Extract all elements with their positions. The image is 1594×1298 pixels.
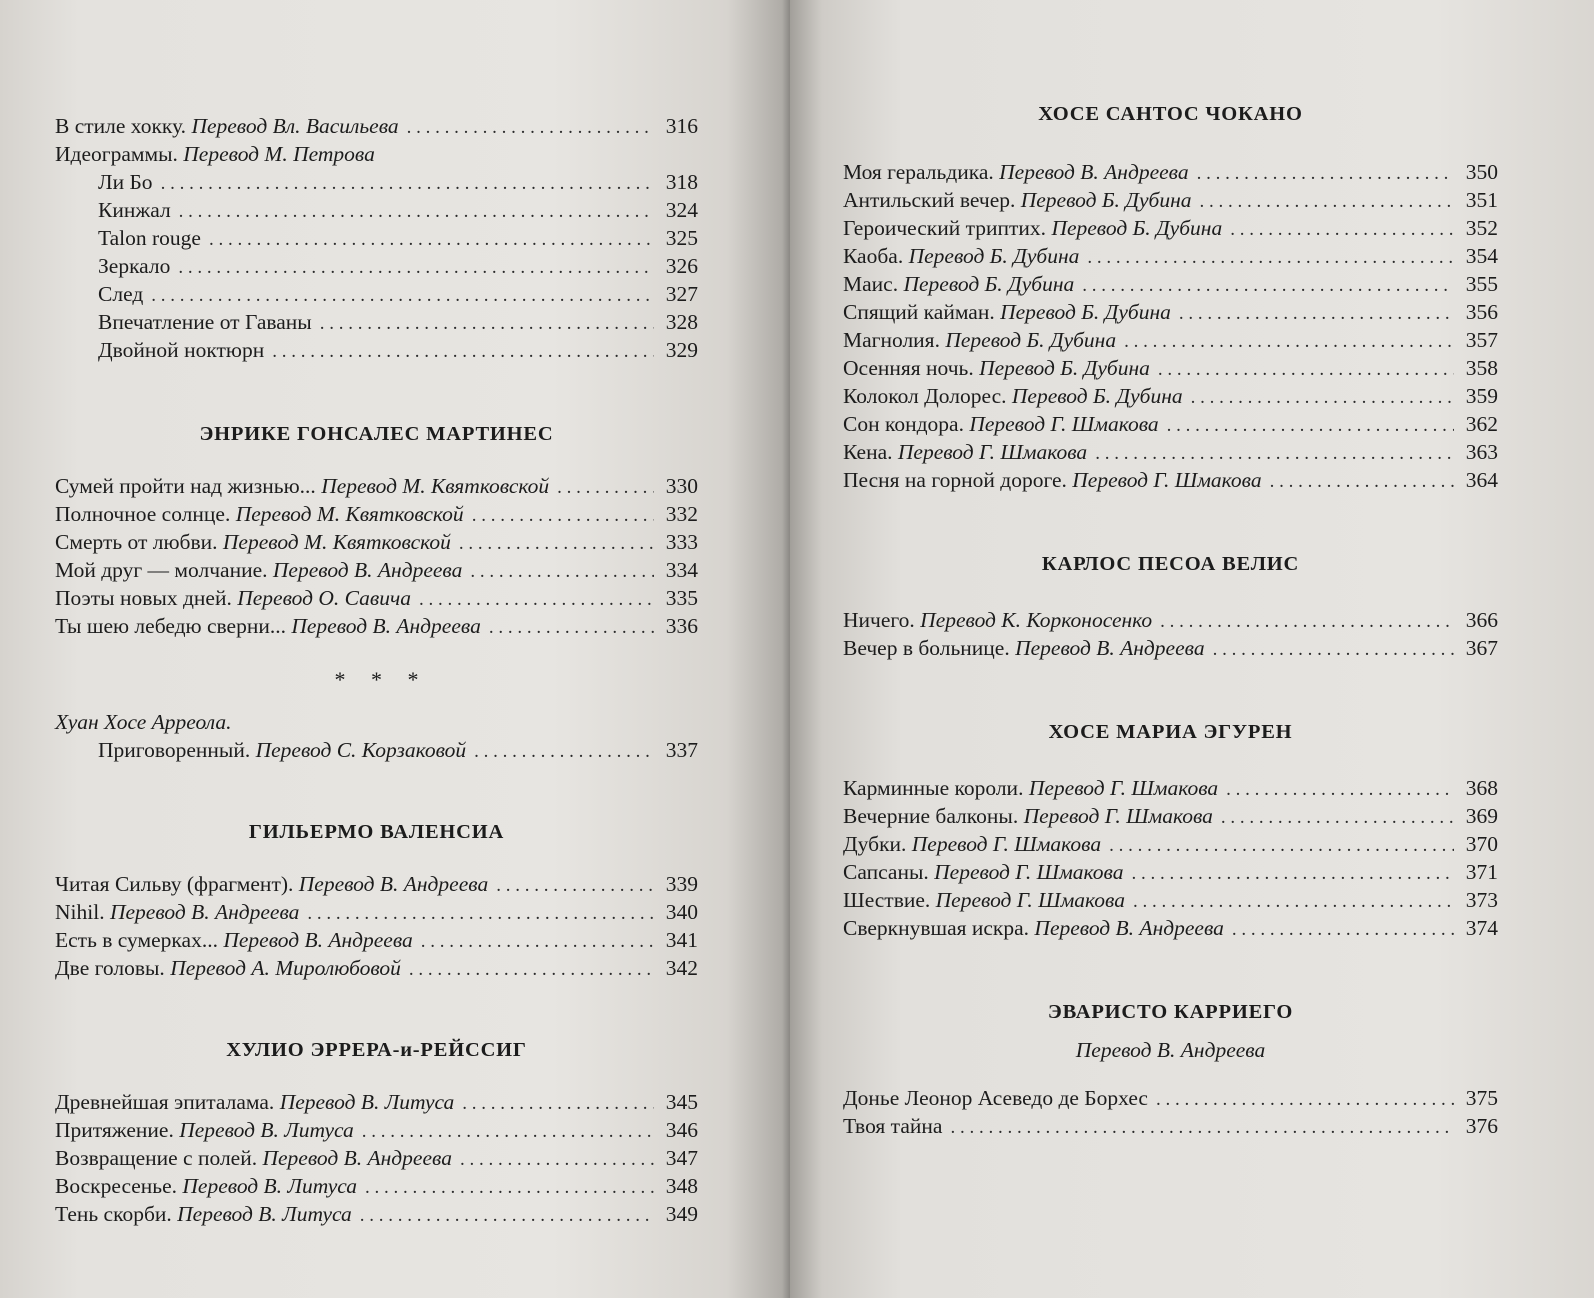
entry-page: 334: [665, 558, 698, 582]
author-heading: ХУЛИО ЭРРЕРА-и-РЕЙССИГ: [226, 1039, 527, 1061]
entry-translator: Перевод Б. Дубина: [1020, 188, 1192, 212]
entry-page: 371: [1465, 860, 1498, 884]
toc-entry: [55, 1200, 698, 1228]
dot-leader: [470, 558, 654, 586]
entry-translator: Перевод В. Андреева: [1015, 636, 1205, 660]
entry-title: Вечерние балконы.: [843, 804, 1019, 828]
entry-page: 376: [1465, 1114, 1498, 1138]
entry-title: Притяжение.: [55, 1118, 174, 1142]
author-name: Хуан Хосе Арреола.: [55, 710, 232, 734]
entry-page: 345: [665, 1090, 698, 1114]
dot-leader: [409, 956, 654, 984]
entry-translator: Перевод Г. Шмакова: [934, 860, 1124, 884]
entry-page: 366: [1465, 608, 1498, 632]
entry-page: 328: [665, 310, 698, 334]
entry-title: Двойной ноктюрн: [98, 338, 265, 362]
entry-title: Кинжал: [98, 198, 171, 222]
entry-page: 335: [665, 586, 698, 610]
dot-leader: [407, 114, 654, 142]
entry-title: Сумей пройти над жизнью...: [55, 474, 316, 498]
entry-translator: Перевод Г. Шмакова: [897, 440, 1088, 464]
dot-leader: [419, 586, 654, 614]
entry-title: Маис.: [843, 272, 899, 296]
entry-title: Идеограммы.: [55, 142, 178, 166]
right-toc-column: [843, 100, 1498, 1140]
entry-translator: Перевод В. Андреева: [1034, 916, 1224, 940]
entry-page: 332: [665, 502, 698, 526]
author-heading: ЭВАРИСТО КАРРИЕГО: [1047, 1001, 1294, 1023]
entry-translator: Перевод Б. Дубина: [1051, 216, 1223, 240]
entry-title: Моя геральдика.: [843, 160, 994, 184]
entry-title: Зеркало: [98, 254, 171, 278]
entry-title: Приговоренный.: [98, 738, 251, 762]
dot-leader: [474, 738, 654, 766]
dot-leader: [459, 530, 654, 558]
entry-page: 359: [1465, 384, 1498, 408]
dot-leader: [1124, 328, 1454, 356]
toc-entry: [843, 242, 1498, 270]
entry-page: 337: [665, 738, 698, 762]
toc-entry: [843, 830, 1498, 858]
toc-subentry: [55, 308, 698, 336]
dot-leader: [460, 1146, 654, 1174]
entry-title: Донье Леонор Асеведо де Борхес: [843, 1086, 1148, 1110]
dot-leader: [1087, 244, 1454, 272]
entry-title: Героический триптих.: [843, 216, 1047, 240]
entry-translator: Перевод В. Литуса: [279, 1090, 455, 1114]
dot-leader: [1133, 888, 1454, 916]
entry-page: 367: [1465, 636, 1498, 660]
entry-page: 354: [1465, 244, 1498, 268]
dot-leader: [307, 900, 654, 928]
right-page: [790, 0, 1594, 1298]
entry-title: Дубки.: [843, 832, 907, 856]
toc-entry: [843, 914, 1498, 942]
entry-title: Смерть от любви.: [55, 530, 218, 554]
dot-leader: [178, 254, 654, 282]
entry-page: 355: [1465, 272, 1498, 296]
toc-entry: [843, 270, 1498, 298]
dot-leader: [272, 338, 654, 366]
entry-title: Кена.: [843, 440, 893, 464]
entry-title: Шествие.: [843, 888, 931, 912]
entry-page: 374: [1465, 916, 1498, 940]
dot-leader: [462, 1090, 654, 1118]
toc-entry: [843, 382, 1498, 410]
entry-page: 341: [665, 928, 698, 952]
entry-translator: Перевод В. Андреева: [109, 900, 300, 924]
toc-subentry: [55, 168, 698, 196]
entry-translator: Перевод Б. Дубина: [1000, 300, 1171, 324]
entry-translator: Перевод В. Андреева: [272, 558, 463, 582]
dot-leader: [1270, 468, 1454, 496]
toc-entry: [55, 472, 698, 500]
toc-entry: [55, 954, 698, 982]
dot-leader: [179, 198, 654, 226]
toc-entry: [843, 774, 1498, 802]
dot-leader: [1160, 608, 1454, 636]
dot-leader: [1197, 160, 1454, 188]
entry-page: 362: [1465, 412, 1498, 436]
toc-subentry: [55, 252, 698, 280]
entry-page: 326: [665, 254, 698, 278]
entry-page: 336: [665, 614, 698, 638]
entry-page: 356: [1465, 300, 1498, 324]
dot-leader: [161, 170, 654, 198]
entry-title: Древнейшая эпиталама.: [55, 1090, 275, 1114]
author-heading: ЭНРИКЕ ГОНСАЛЕС МАРТИНЕС: [199, 423, 554, 445]
entry-title: Две головы.: [55, 956, 165, 980]
left-toc-column: [55, 112, 698, 1228]
entry-title: Nihil.: [55, 900, 105, 924]
toc-entry: [843, 886, 1498, 914]
entry-page: 316: [665, 114, 698, 138]
entry-translator: Перевод В. Андреева: [291, 614, 481, 638]
toc-entry: [843, 858, 1498, 886]
author-heading: ХОСЕ МАРИА ЭГУРЕН: [1048, 721, 1293, 743]
dot-leader: [496, 872, 654, 900]
dot-leader: [1095, 440, 1454, 468]
entry-page: 370: [1465, 832, 1498, 856]
entry-translator: Перевод В. Литуса: [179, 1118, 354, 1142]
entry-page: 329: [665, 338, 698, 362]
entry-title: Сапсаны.: [843, 860, 929, 884]
toc-entry: [843, 326, 1498, 354]
toc-entry: [843, 410, 1498, 438]
entry-translator: Перевод Г. Шмакова: [911, 832, 1102, 856]
entry-translator: Перевод Б. Дубина: [908, 244, 1080, 268]
toc-entry: [843, 466, 1498, 494]
entry-page: 342: [665, 956, 698, 980]
entry-translator: Перевод Вл. Васильева: [191, 114, 399, 138]
entry-title: Сон кондора.: [843, 412, 964, 436]
toc-entry: [55, 612, 698, 640]
entry-translator: Перевод М. Петрова: [183, 142, 375, 166]
entry-title: Talon rouge: [98, 226, 201, 250]
entry-title: Колокол Долорес.: [843, 384, 1007, 408]
entry-title: Осенняя ночь.: [843, 356, 974, 380]
entry-page: 346: [665, 1118, 698, 1142]
entry-page: 351: [1465, 188, 1498, 212]
toc-entry: [55, 140, 698, 168]
entry-title: Воскресенье.: [55, 1174, 178, 1198]
dot-leader: [1167, 412, 1454, 440]
entry-translator: Перевод Б. Дубина: [1011, 384, 1183, 408]
entry-page: 358: [1465, 356, 1498, 380]
entry-translator: Перевод В. Андреева: [999, 160, 1189, 184]
toc-entry: [55, 1144, 698, 1172]
entry-translator: Перевод Г. Шмакова: [935, 888, 1125, 912]
dot-leader: [362, 1118, 654, 1146]
toc-entry: [55, 1172, 698, 1200]
dot-leader: [1191, 384, 1454, 412]
entry-title: Ничего.: [843, 608, 915, 632]
entry-page: 349: [665, 1202, 698, 1226]
toc-entry: [843, 802, 1498, 830]
entry-translator: Перевод Г. Шмакова: [969, 412, 1159, 436]
entry-title: Есть в сумерках...: [55, 928, 218, 952]
dot-leader: [421, 928, 654, 956]
entry-title: Сверкнувшая искра.: [843, 916, 1030, 940]
dot-leader: [1158, 356, 1454, 384]
toc-entry: [55, 1116, 698, 1144]
entry-translator: Перевод В. Литуса: [177, 1202, 352, 1226]
entry-title: Спящий кайман.: [843, 300, 995, 324]
dot-leader: [489, 614, 654, 642]
dot-leader: [950, 1114, 1454, 1142]
author-heading: ГИЛЬЕРМО ВАЛЕНСИА: [248, 821, 505, 843]
toc-entry: [843, 354, 1498, 382]
entry-page: 318: [665, 170, 698, 194]
entry-title: Поэты новых дней.: [55, 586, 232, 610]
entry-page: 350: [1465, 160, 1498, 184]
dot-leader: [1232, 916, 1454, 944]
author-heading: ХОСЕ САНТОС ЧОКАНО: [1038, 103, 1303, 125]
toc-entry: [843, 438, 1498, 466]
entry-title: Мой друг — молчание.: [55, 558, 268, 582]
toc-entry: [55, 556, 698, 584]
entry-translator: Перевод Г. Шмакова: [1072, 468, 1262, 492]
entry-translator: Перевод О. Савича: [237, 586, 411, 610]
entry-translator: Перевод Б. Дубина: [945, 328, 1117, 352]
entry-page: 363: [1465, 440, 1498, 464]
entry-translator: Перевод К. Корконосенко: [920, 608, 1153, 632]
dot-leader: [365, 1174, 654, 1202]
section-separator: * * *: [334, 667, 429, 692]
entry-translator: Перевод В. Андреева: [223, 928, 413, 952]
entry-title: Антильский вечер.: [843, 188, 1016, 212]
toc-entry: [843, 606, 1498, 634]
toc-entry: [55, 1088, 698, 1116]
dot-leader: [1200, 188, 1455, 216]
entry-page: 347: [665, 1146, 698, 1170]
entry-translator: Перевод В. Андреева: [262, 1146, 452, 1170]
entry-title: Карминные короли.: [843, 776, 1024, 800]
entry-page: 327: [665, 282, 698, 306]
entry-page: 368: [1465, 776, 1498, 800]
toc-subentry: [55, 336, 698, 364]
dot-leader: [320, 310, 654, 338]
toc-entry: [843, 298, 1498, 326]
entry-page: 348: [665, 1174, 698, 1198]
toc-entry: [843, 214, 1498, 242]
dot-leader: [1131, 860, 1454, 888]
toc-subentry: [55, 280, 698, 308]
dot-leader: [209, 226, 654, 254]
dot-leader: [1213, 636, 1454, 664]
entry-translator: Перевод М. Квятковской: [222, 530, 451, 554]
dot-leader: [1109, 832, 1454, 860]
entry-title: Полночное солнце.: [55, 502, 231, 526]
dot-leader: [472, 502, 654, 530]
entry-title: Каоба.: [843, 244, 904, 268]
entry-title: След: [98, 282, 144, 306]
entry-translator: Перевод Г. Шмакова: [1028, 776, 1219, 800]
dot-leader: [151, 282, 654, 310]
entry-title: Впечатление от Гаваны: [98, 310, 312, 334]
entry-title: Твоя тайна: [843, 1114, 943, 1138]
toc-entry: [843, 1084, 1498, 1112]
section-translator: Перевод В. Андреева: [1075, 1038, 1266, 1062]
entry-page: 352: [1465, 216, 1498, 240]
toc-subentry: [55, 736, 698, 764]
entry-translator: Перевод С. Корзаковой: [255, 738, 467, 762]
toc-entry: [55, 898, 698, 926]
toc-entry: [843, 158, 1498, 186]
dot-leader: [1226, 776, 1454, 804]
entry-page: 373: [1465, 888, 1498, 912]
entry-page: 324: [665, 198, 698, 222]
entry-page: 333: [665, 530, 698, 554]
toc-entry: [55, 528, 698, 556]
dot-leader: [557, 474, 654, 502]
entry-page: 330: [665, 474, 698, 498]
entry-translator: Перевод В. Андреева: [298, 872, 489, 896]
entry-translator: Перевод А. Миролюбовой: [170, 956, 401, 980]
entry-title: Песня на горной дороге.: [843, 468, 1067, 492]
entry-page: 340: [665, 900, 698, 924]
author-heading: КАРЛОС ПЕСОА ВЕЛИС: [1041, 553, 1300, 575]
toc-entry: [843, 1112, 1498, 1140]
entry-title: Ли Бо: [98, 170, 153, 194]
entry-title: В стиле хокку.: [55, 114, 187, 138]
entry-translator: Перевод Б. Дубина: [903, 272, 1075, 296]
entry-page: 375: [1465, 1086, 1498, 1110]
toc-entry: [843, 634, 1498, 662]
entry-translator: Перевод Г. Шмакова: [1023, 804, 1213, 828]
entry-translator: Перевод М. Квятковской: [235, 502, 464, 526]
left-page: [0, 0, 790, 1298]
toc-entry: [55, 112, 698, 140]
entry-page: 357: [1465, 328, 1498, 352]
entry-translator: Перевод Б. Дубина: [979, 356, 1150, 380]
entry-page: 364: [1465, 468, 1498, 492]
entry-translator: Перевод М. Квятковской: [321, 474, 550, 498]
dot-leader: [1179, 300, 1454, 328]
toc-entry: [843, 186, 1498, 214]
dot-leader: [1082, 272, 1454, 300]
entry-page: 339: [665, 872, 698, 896]
entry-title: Магнолия.: [843, 328, 940, 352]
entry-title: Вечер в больнице.: [843, 636, 1010, 660]
entry-title: Читая Сильву (фрагмент).: [55, 872, 294, 896]
entry-translator: Перевод В. Литуса: [182, 1174, 357, 1198]
toc-subentry: [55, 224, 698, 252]
entry-page: 369: [1465, 804, 1498, 828]
entry-page: 325: [665, 226, 698, 250]
toc-entry: [55, 926, 698, 954]
toc-subentry: [55, 196, 698, 224]
toc-entry: [55, 870, 698, 898]
dot-leader: [1221, 804, 1454, 832]
entry-title: Ты шею лебедю сверни...: [55, 614, 286, 638]
toc-entry: [55, 500, 698, 528]
dot-leader: [360, 1202, 654, 1230]
dot-leader: [1230, 216, 1454, 244]
entry-title: Возвращение с полей.: [55, 1146, 258, 1170]
toc-entry: [55, 584, 698, 612]
dot-leader: [1156, 1086, 1454, 1114]
entry-title: Тень скорби.: [55, 1202, 172, 1226]
